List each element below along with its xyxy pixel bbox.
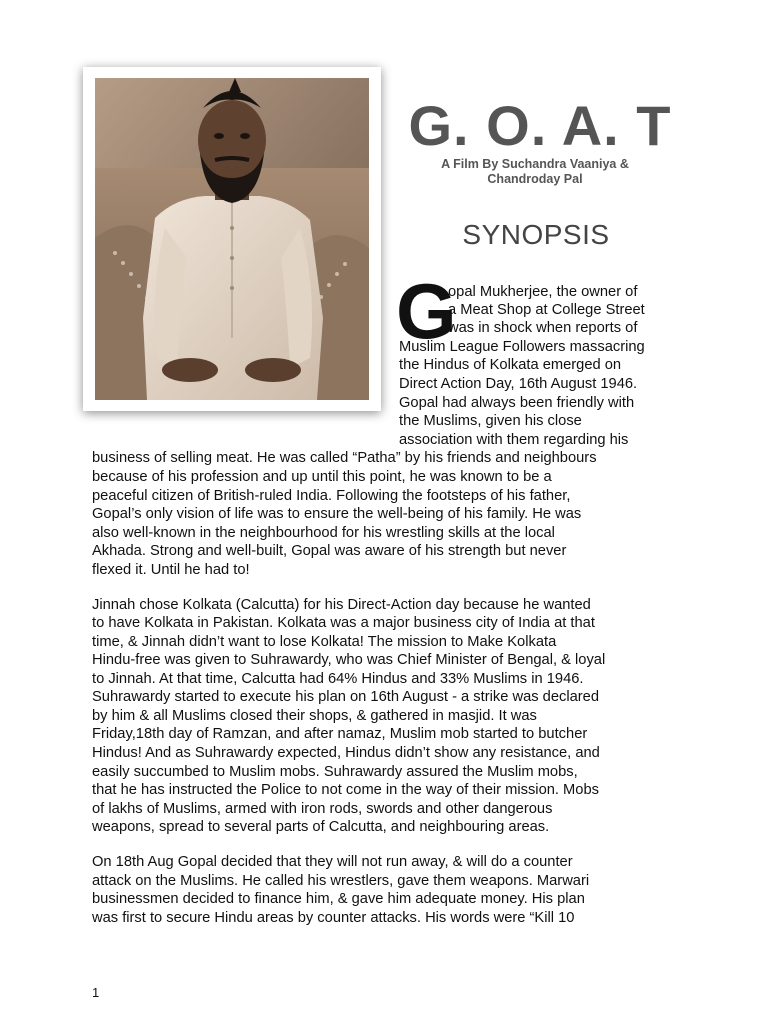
paragraph-line: Suhrawardy started to execute his plan on 16th August - a strike was declared: [92, 689, 600, 705]
paragraph-line: On 18th Aug Gopal decided that they will not run away, & will do a counter: [92, 854, 573, 870]
paragraph-line: Jinnah chose Kolkata (Calcutta) for his Direct-Action day because he wanted: [92, 597, 591, 613]
film-byline: [400, 157, 670, 187]
paragraph-line: weapons, spread to several parts of Calcutta, and neighbouring areas.: [92, 819, 550, 835]
paragraph-line: time, & Jinnah didn’t want to lose Kolkata! The mission to Make Kolkata: [92, 634, 557, 650]
paragraph-line: Muslim League Followers massacring: [399, 339, 645, 355]
paragraph-line: to have Kolkata in Pakistan. Kolkata was a major business city of India at that: [92, 615, 595, 631]
paragraph-line: Hindu-free was given to Suhrawardy, who was Chief Minister of Bengal, & loyal: [92, 652, 606, 668]
paragraph-line: Friday,18th day of Ramzan, and after namaz, Muslim mob started to butcher: [92, 726, 588, 742]
paragraph-line: peaceful citizen of British-ruled India. Following the footsteps of his father,: [92, 488, 571, 504]
paragraph-line: a Meat Shop at College Street: [448, 302, 645, 318]
paragraph-line: by him & all Muslims closed their shops, & gathered in masjid. It was: [92, 708, 537, 724]
portrait-illustration: [95, 78, 369, 400]
paragraph-line: was first to secure Hindu areas by counter attacks. His words were “Kill 10: [92, 910, 575, 926]
byline-line: A Film By Suchandra Vaaniya &: [441, 157, 629, 171]
paragraph-line: Gopal’s only vision of life was to ensure the well-being of his family. He was: [92, 506, 582, 522]
paragraph-line: also well-known in the neighbourhood for his wrestling skills at the local: [92, 525, 555, 541]
byline-line: Chandroday Pal: [487, 172, 583, 186]
paragraph-line: easily succumbed to Muslim mobs. Suhrawardy assured the Muslim mobs,: [92, 764, 578, 780]
paragraph-line: opal Mukherjee, the owner of: [448, 284, 638, 300]
paragraph-line: because of his profession and up until this point, he was known to be a: [92, 469, 552, 485]
paragraph-line: Hindus! And as Suhrawardy expected, Hindus didn’t show any resistance, and: [92, 745, 600, 761]
paragraph-line: association with them regarding his: [399, 432, 629, 448]
section-heading: SYNOPSIS: [462, 219, 610, 250]
portrait-photo: [95, 78, 369, 400]
paragraph-line: to Jinnah. At that time, Calcutta had 64% Hindus and 33% Muslims in 1946.: [92, 671, 584, 687]
paragraph-line: that he has instructed the Police to not come in the way of their mission. Mobs: [92, 782, 599, 798]
paragraph-line: businessmen decided to finance him, & gave him adequate money. His plan: [92, 891, 585, 907]
drop-cap: G: [396, 267, 457, 355]
paragraph-line: business of selling meat. He was called “Patha” by his friends and neighbours: [92, 450, 597, 466]
paragraph-line: was in shock when reports of: [448, 320, 638, 336]
paragraph-line: flexed it. Until he had to!: [92, 562, 250, 578]
paragraph-line: Gopal had always been friendly with: [399, 395, 635, 411]
paragraph-line: the Hindus of Kolkata emerged on: [399, 357, 622, 373]
paragraph-line: the Muslims, given his close: [399, 413, 582, 429]
film-title: G. O. A. T: [408, 94, 672, 157]
photo-frame: [83, 67, 381, 411]
paragraph-line: Akhada. Strong and well-built, Gopal was aware of his strength but never: [92, 543, 567, 559]
paragraph-line: Direct Action Day, 16th August 1946.: [399, 376, 638, 392]
page-number: 1: [92, 985, 100, 1000]
paragraph-line: attack on the Muslims. He called his wrestlers, gave them weapons. Marwari: [92, 873, 590, 889]
paragraph-line: of lakhs of Muslims, armed with iron rods, swords and other dangerous: [92, 801, 553, 817]
